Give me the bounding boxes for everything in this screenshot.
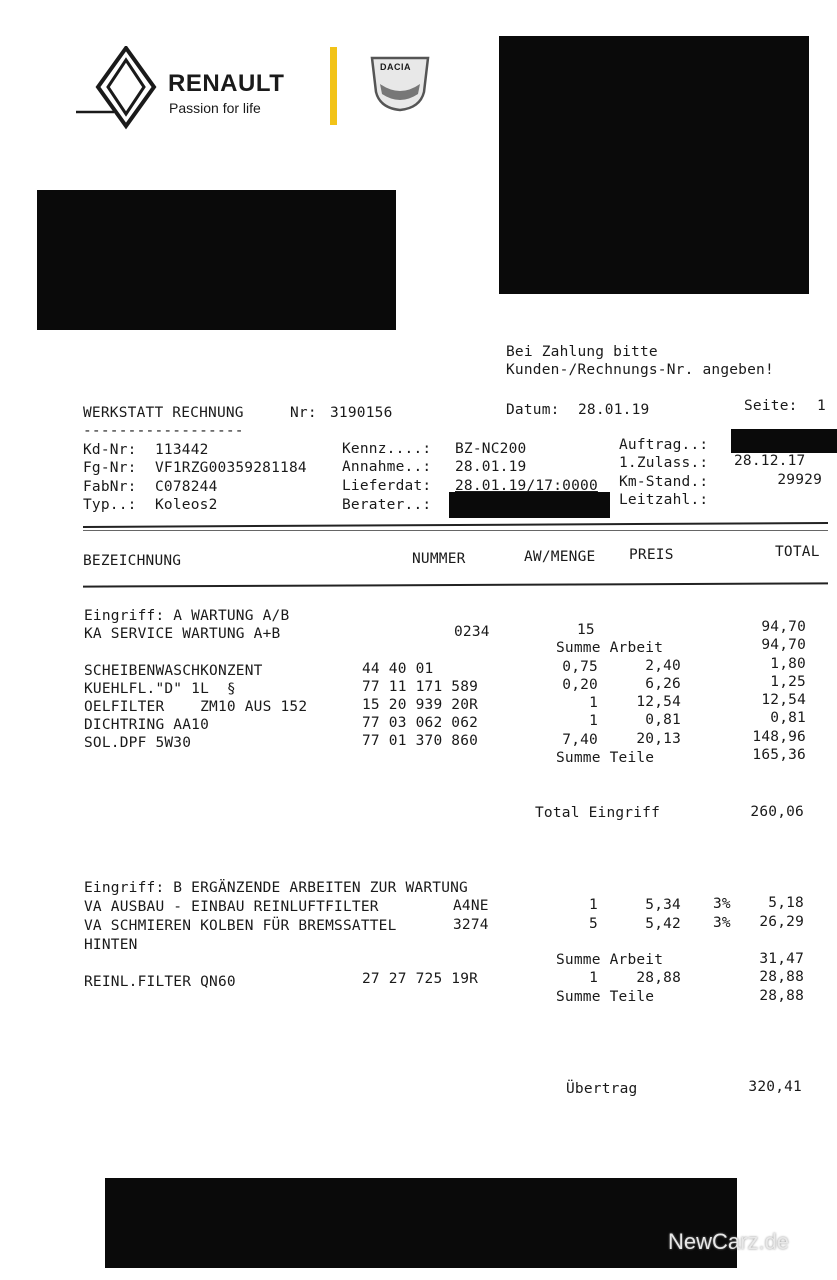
col-header-nummer: NUMMER bbox=[412, 551, 466, 567]
section-b-labour-price: 5,42 bbox=[645, 916, 681, 932]
section-b-labour-price: 5,34 bbox=[645, 897, 681, 913]
field-label-leitzahl: Leitzahl.: bbox=[619, 492, 709, 508]
part-price: 2,40 bbox=[645, 658, 681, 674]
section-a-labour-total: 94,70 bbox=[761, 619, 806, 635]
payment-note-line-2: Kunden-/Rechnungs-Nr. angeben! bbox=[506, 362, 774, 378]
field-value-km-stand: 29929 bbox=[777, 472, 822, 488]
field-label-kennz: Kennz....: bbox=[342, 441, 432, 457]
dacia-wordmark: DACIA bbox=[380, 62, 411, 72]
section-b-labour-qty: 5 bbox=[589, 916, 598, 932]
part-qty: 0,20 bbox=[562, 677, 598, 693]
col-header-bezeichnung: BEZEICHNUNG bbox=[83, 553, 182, 569]
part-total: 1,80 bbox=[770, 656, 806, 672]
invoice-nr-label: Nr: bbox=[290, 405, 317, 421]
part-number: 44 40 01 bbox=[362, 661, 434, 677]
section-b-labour-code: A4NE bbox=[453, 898, 489, 914]
field-label-kd-nr: Kd-Nr: bbox=[83, 442, 137, 458]
redacted-customer-block bbox=[37, 190, 396, 330]
section-b-labour-disc: 3% bbox=[713, 915, 731, 931]
redacted-footer bbox=[105, 1178, 737, 1268]
part-number: 15 20 939 20R bbox=[362, 697, 479, 713]
date-label: Datum: bbox=[506, 402, 560, 418]
section-b-summe-arbeit-label: Summe Arbeit bbox=[556, 952, 664, 968]
part-name: DICHTRING AA10 bbox=[84, 717, 210, 733]
section-a-labour-qty: 15 bbox=[577, 622, 595, 638]
field-label-km-stand: Km-Stand.: bbox=[619, 474, 709, 490]
field-value-typ: Koleos2 bbox=[155, 497, 218, 513]
uebertrag-value: 320,41 bbox=[748, 1079, 802, 1095]
part-qty: 1 bbox=[589, 695, 598, 711]
section-a-labour-code: 0234 bbox=[454, 624, 490, 640]
part-price: 28,88 bbox=[636, 970, 681, 986]
part-name: SOL.DPF 5W30 bbox=[84, 735, 192, 751]
part-number: 77 01 370 860 bbox=[362, 733, 479, 749]
section-a-summe-teile-label: Summe Teile bbox=[556, 750, 655, 766]
brand-divider bbox=[330, 47, 337, 125]
section-b-continuation: HINTEN bbox=[84, 937, 138, 953]
table-top-rule bbox=[83, 522, 828, 527]
section-b-labour-disc: 3% bbox=[713, 896, 731, 912]
field-value-zulass: 28.12.17 bbox=[734, 453, 806, 469]
part-total: 0,81 bbox=[770, 710, 806, 726]
section-a-labour-text: KA SERVICE WARTUNG A+B bbox=[84, 626, 281, 642]
brand-tagline: Passion for life bbox=[169, 100, 261, 116]
uebertrag-label: Übertrag bbox=[566, 1081, 638, 1097]
table-header-rule bbox=[83, 582, 828, 587]
table-top-rule-2 bbox=[83, 530, 828, 531]
part-name: KUEHLFL."D" 1L § bbox=[84, 681, 236, 697]
field-value-annahme: 28.01.19 bbox=[455, 459, 527, 475]
part-total: 1,25 bbox=[770, 674, 806, 690]
redacted-address-block bbox=[499, 36, 809, 294]
section-a-summe-arbeit: 94,70 bbox=[761, 637, 806, 653]
field-value-lieferdat: 28.01.19/17:0000 bbox=[455, 478, 598, 494]
watermark: NewCarz.de bbox=[668, 1229, 790, 1254]
payment-note-line-1: Bei Zahlung bitte bbox=[506, 344, 658, 360]
part-price: 0,81 bbox=[645, 712, 681, 728]
part-number: 27 27 725 19R bbox=[362, 971, 479, 987]
field-value-fg-nr: VF1RZG00359281184 bbox=[155, 460, 307, 476]
part-price: 20,13 bbox=[636, 731, 681, 747]
invoice-title: WERKSTATT RECHNUNG bbox=[83, 405, 244, 421]
invoice-title-underline: ------------------ bbox=[83, 423, 244, 439]
part-total: 28,88 bbox=[759, 969, 804, 985]
field-value-fab-nr: C078244 bbox=[155, 479, 218, 495]
section-b-labour-code: 3274 bbox=[453, 917, 489, 933]
part-qty: 1 bbox=[589, 970, 598, 986]
section-a-summe-arbeit-label: Summe Arbeit bbox=[556, 640, 664, 656]
date-value: 28.01.19 bbox=[578, 402, 650, 418]
section-b-labour-qty: 1 bbox=[589, 897, 598, 913]
section-b-summe-teile-label: Summe Teile bbox=[556, 989, 655, 1005]
section-a-total-label: Total Eingriff bbox=[535, 805, 661, 821]
part-qty: 1 bbox=[589, 713, 598, 729]
page-value: 1 bbox=[817, 398, 826, 414]
part-total: 12,54 bbox=[761, 692, 806, 708]
field-label-typ: Typ..: bbox=[83, 497, 137, 513]
section-b-labour-total: 26,29 bbox=[759, 914, 804, 930]
section-b-title: Eingriff: B ERGÄNZENDE ARBEITEN ZUR WARTUNG bbox=[84, 880, 468, 896]
field-label-fab-nr: FabNr: bbox=[83, 479, 137, 495]
field-label-auftrag: Auftrag..: bbox=[619, 437, 709, 453]
field-value-kd-nr: 113442 bbox=[155, 442, 209, 458]
part-name: SCHEIBENWASCHKONZENT bbox=[84, 663, 263, 679]
part-name: OELFILTER ZM10 AUS 152 bbox=[84, 699, 308, 715]
part-qty: 7,40 bbox=[562, 732, 598, 748]
section-a-summe-teile: 165,36 bbox=[752, 747, 806, 763]
part-qty: 0,75 bbox=[562, 659, 598, 675]
section-b-summe-teile: 28,88 bbox=[759, 988, 804, 1004]
section-b-summe-arbeit: 31,47 bbox=[759, 951, 804, 967]
field-label-annahme: Annahme..: bbox=[342, 459, 432, 475]
section-b-labour-total: 5,18 bbox=[768, 895, 804, 911]
invoice-nr-value: 3190156 bbox=[330, 405, 393, 421]
field-value-kennz: BZ-NC200 bbox=[455, 441, 527, 457]
renault-logo bbox=[74, 46, 164, 132]
section-b-labour-text: VA SCHMIEREN KOLBEN FÜR BREMSSATTEL bbox=[84, 918, 397, 934]
section-a-total-value: 260,06 bbox=[750, 804, 804, 820]
section-b-labour-text: VA AUSBAU - EINBAU REINLUFTFILTER bbox=[84, 899, 379, 915]
field-label-fg-nr: Fg-Nr: bbox=[83, 460, 137, 476]
col-header-total: TOTAL bbox=[775, 544, 820, 560]
field-label-zulass: 1.Zulass.: bbox=[619, 455, 709, 471]
part-number: 77 11 171 589 bbox=[362, 679, 479, 695]
redacted-berater bbox=[449, 492, 610, 518]
field-label-berater: Berater..: bbox=[342, 497, 432, 513]
col-header-preis: PREIS bbox=[629, 547, 674, 563]
part-price: 6,26 bbox=[645, 676, 681, 692]
part-price: 12,54 bbox=[636, 694, 681, 710]
part-total: 148,96 bbox=[752, 729, 806, 745]
section-a-title: Eingriff: A WARTUNG A/B bbox=[84, 608, 290, 624]
col-header-aw-menge: AW/MENGE bbox=[524, 549, 596, 565]
part-number: 77 03 062 062 bbox=[362, 715, 479, 731]
page-label: Seite: bbox=[744, 398, 798, 414]
brand-name: RENAULT bbox=[168, 70, 285, 97]
part-name: REINL.FILTER QN60 bbox=[84, 974, 236, 990]
field-label-lieferdat: Lieferdat: bbox=[342, 478, 432, 494]
redacted-auftrag bbox=[731, 429, 837, 453]
